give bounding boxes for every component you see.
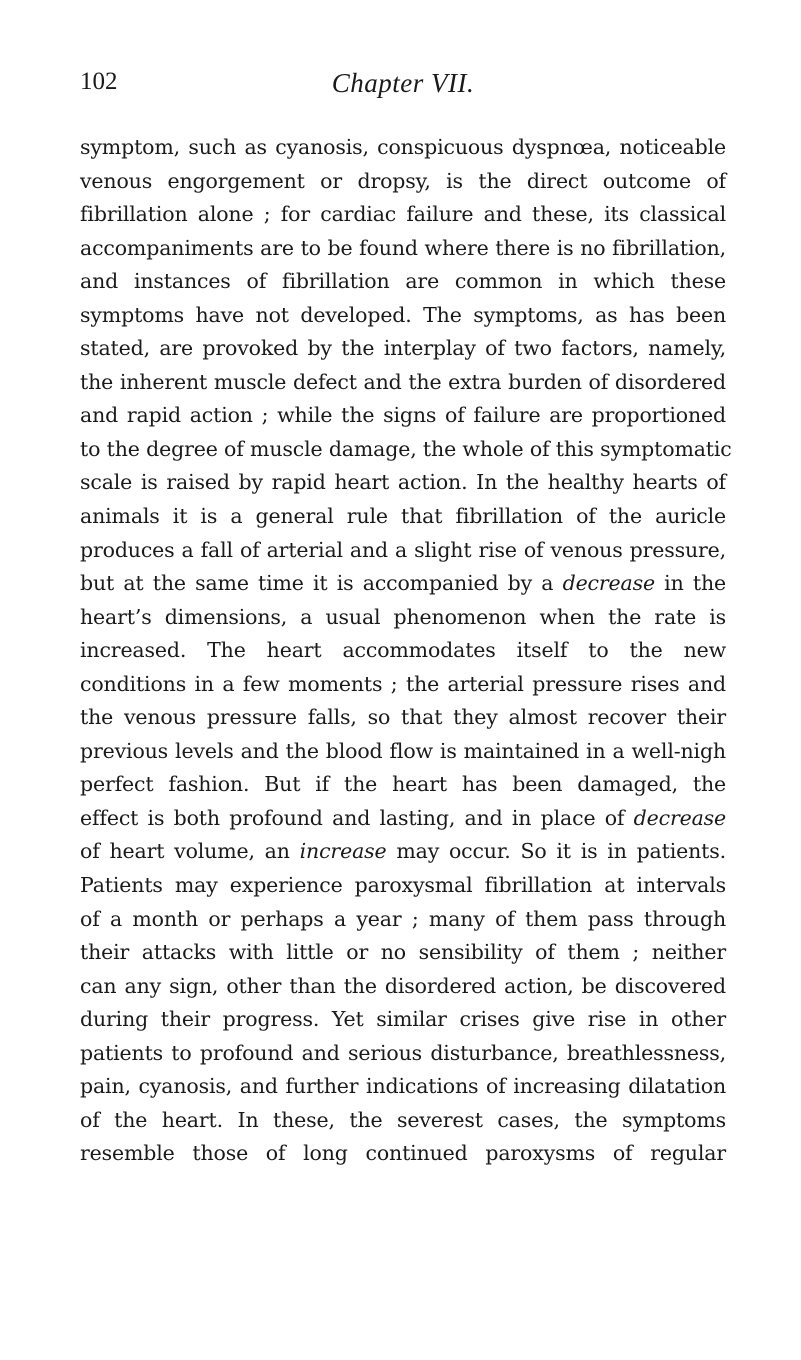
text-segment: of heart volume, an: [80, 839, 300, 864]
text-line: [80, 232, 726, 266]
text-segment: during their progress. Yet similar crises give rise in other: [80, 1007, 726, 1032]
text-segment: the inherent muscle defect and the extra burden of disordered: [80, 369, 726, 394]
italic-emphasis: decrease: [633, 805, 726, 830]
text-line: [80, 399, 726, 433]
running-head: Chapter VII.: [331, 68, 475, 98]
body-paragraph: [80, 131, 732, 1171]
text-line: [80, 970, 726, 1004]
text-segment: can any sign, other than the disordered action, be discovered: [80, 973, 726, 998]
text-segment: Patients may experience paroxysmal fibrillation at intervals: [80, 873, 726, 898]
text-line: [80, 735, 726, 769]
text-segment: fibrillation alone ; for cardiac failure and these, its classical: [80, 202, 726, 227]
text-segment: may occur. So it is in patients.: [386, 839, 726, 864]
text-segment: heart’s dimensions, a usual phenomenon when the rate is: [80, 604, 726, 629]
text-segment: conditions in a few moments ; the arterial pressure rises and: [80, 671, 726, 696]
text-segment: patients to profound and serious disturbance, breathlessness,: [80, 1040, 726, 1065]
text-segment: of a month or perhaps a year ; many of them pass through: [80, 906, 726, 931]
text-segment: symptom, such as cyanosis, conspicuous dyspnœa, noticeable: [80, 135, 726, 159]
text-segment: previous levels and the blood flow is maintained in a well-nigh: [80, 738, 726, 763]
text-line: [80, 433, 732, 467]
text-line: [80, 668, 726, 702]
text-segment: and rapid action ; while the signs of failure are proportioned: [80, 403, 726, 428]
text-segment: symptoms have not developed. The symptoms, as has been: [80, 302, 726, 327]
text-segment: the venous pressure falls, so that they almost recover their: [80, 705, 726, 730]
text-line: [80, 299, 726, 333]
text-line: [80, 198, 726, 232]
text-segment: to the degree of muscle damage, the whole of this symptomatic: [80, 436, 732, 461]
text-line: [80, 768, 726, 802]
text-line: [80, 1070, 726, 1104]
text-line: [80, 265, 726, 299]
italic-emphasis: increase: [299, 839, 387, 864]
text-line: [80, 332, 726, 366]
text-segment: produces a fall of arterial and a slight rise of venous pressure,: [80, 537, 726, 562]
text-line: [80, 835, 726, 869]
text-line: [80, 936, 726, 970]
text-line: [80, 601, 726, 635]
text-segment: but at the same time it is accompanied by a: [80, 571, 563, 596]
text-segment: resemble those of long continued paroxysms of regular: [80, 1141, 726, 1166]
text-segment: and instances of fibrillation are common in which these: [80, 269, 726, 294]
page-number: 102: [80, 68, 118, 95]
text-line: [80, 500, 726, 534]
text-line: [80, 366, 726, 400]
text-line: [80, 1137, 726, 1171]
text-line: [80, 567, 726, 601]
page-header: [80, 68, 726, 108]
text-line: [80, 466, 726, 500]
text-line: [80, 903, 726, 937]
text-line: [80, 165, 726, 199]
text-segment: accompaniments are to be found where there is no fibrillation,: [80, 235, 726, 260]
text-segment: their attacks with little or no sensibility of them ; neither: [80, 940, 726, 965]
text-line: [80, 1037, 726, 1071]
text-segment: scale is raised by rapid heart action. In the healthy hearts of: [80, 470, 726, 495]
text-line: [80, 131, 726, 165]
text-segment: animals it is a general rule that fibrillation of the auricle: [80, 504, 726, 529]
text-line: [80, 701, 726, 735]
text-segment: of the heart. In these, the severest cases, the symptoms: [80, 1107, 726, 1132]
text-segment: perfect fashion. But if the heart has been damaged, the: [80, 772, 726, 797]
text-segment: increased. The heart accommodates itself to the new: [80, 638, 726, 663]
text-line: [80, 534, 726, 568]
text-segment: effect is both profound and lasting, and in place of: [80, 805, 634, 830]
text-segment: pain, cyanosis, and further indications of increasing dilatation: [80, 1074, 726, 1099]
text-line: [80, 1104, 726, 1138]
text-line: [80, 1003, 726, 1037]
text-line: [80, 802, 726, 836]
text-segment: venous engorgement or dropsy, is the direct outcome of: [80, 168, 726, 193]
text-line: [80, 634, 726, 668]
text-segment: in the: [654, 571, 726, 596]
text-segment: stated, are provoked by the interplay of two factors, namely,: [80, 336, 726, 361]
italic-emphasis: decrease: [562, 571, 655, 596]
text-line: [80, 869, 726, 903]
